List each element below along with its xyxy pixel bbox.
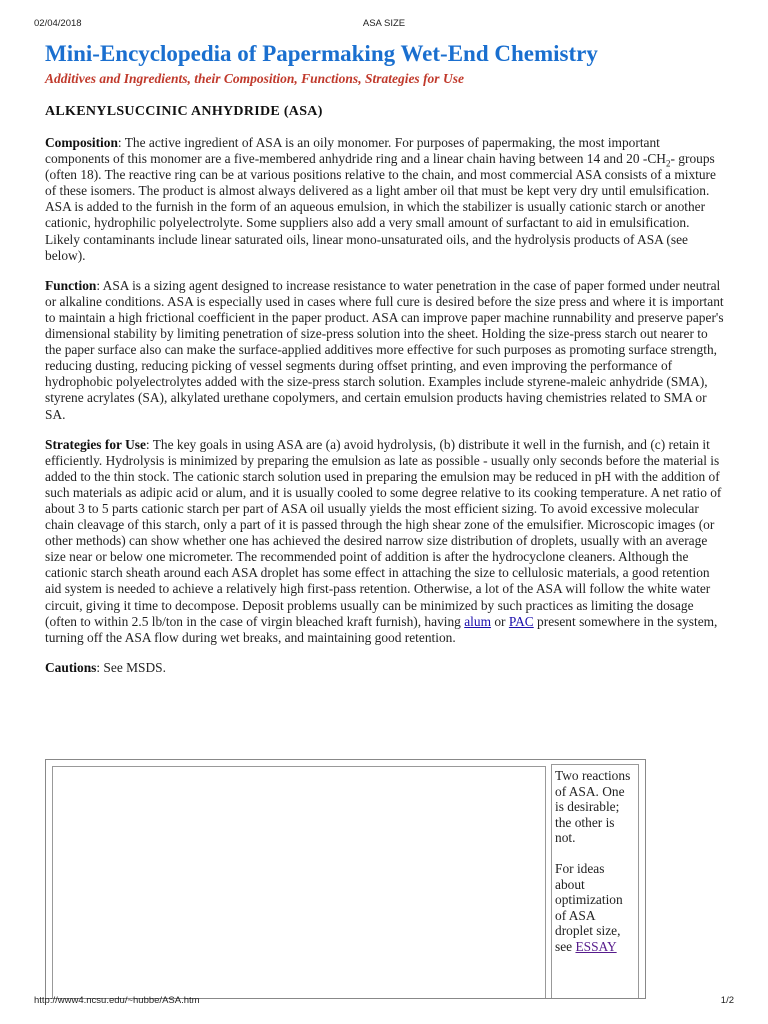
print-date: 02/04/2018 xyxy=(34,18,82,29)
composition-subscript: 2 xyxy=(665,158,671,169)
print-header xyxy=(34,18,734,30)
sidebar-note-text-1: Two reactions of ASA. One is desirable; the other is not. xyxy=(555,768,631,846)
function-paragraph xyxy=(45,278,725,423)
print-title: ASA SIZE xyxy=(362,18,406,29)
strategies-paragraph xyxy=(45,437,725,646)
composition-text-a: : The active ingredient of ASA is an oily monomer. For purposes of papermaking, the most important components of this monomer are a five-membered anhydride ring and a linear chain having between 14 and 20 -CH xyxy=(45,135,666,167)
cautions-paragraph xyxy=(45,660,725,676)
article-heading: ALKENYLSUCCINIC ANHYDRIDE (ASA) xyxy=(45,104,323,119)
composition-paragraph xyxy=(45,135,725,264)
strategies-text-or: or xyxy=(491,613,509,629)
site-subtitle: Additives and Ingredients, their Composition, Functions, Strategies for Use xyxy=(45,71,464,86)
pac-link[interactable]: PAC xyxy=(508,613,534,629)
strategies-text-a: : The key goals in using ASA are (a) avoid hydrolysis, (b) distribute it well in the furnish, and (c) retain it efficiently. Hydrolysis is minimized by preparing the emulsion as late as possible - usually only seconds before the material is added to the thin stock. The cationic starch solution used in preparing the emulsion may be reduced in pH with the addition of such materials as adipic acid or alum, and it is usually cooled to some degree relative to its cooking temperature. A net ratio of about 3 to 5 parts cationic starch per part of ASA oil usually yields the most efficient sizing. To avoid excessive molecular chain cleavage of this starch, only a part of it is passed through the high shear zone of the emulsifier. Microscopic images (or other methods) can show whether one has achieved the desired narrow size distribution of droplets, usually with an average size near or below one micrometer. The recommended point of addition is after the hydrocyclone cleaners. Although the cationic starch sheath around each ASA droplet has some effect in attaching the size to cellulosic materials, a good retention aid system is needed to achieve a relatively high first-pass retention. Otherwise, a lot of the ASA will follow the white water circuit, giving it time to decompose. Deposit problems usually can be minimized by such practices as limiting the dosage (often to within 2.5 lb/ton in the case of virgin bleached kraft furnish), having xyxy=(45,436,722,629)
sidebar-note xyxy=(555,768,635,970)
function-text: : ASA is a sizing agent designed to increase resistance to water penetration in the case of paper formed under neutral or alkaline conditions. ASA is especially used in cases where full cure is desired before the size press and where it is important to maintain a high frictional coefficient in the paper product. ASA can improve paper machine runnability and preserve paper's dimensional stability by limiting penetration of size-press solution into the sheet. Holding the size-press starch out nearer to the paper surface also can make the surface-applied additives more effective for such purposes as promoting surface strength, reducing dusting, reducing picking of vessel segments during offset printing, and even improving the performance of hydrophobic polyelectrolytes added with the size-press starch solution. Examples include styrene-maleic anhydride (SMA), styrene acrylates (SA), alkylated urethane copolymers, and certain emulsion products having chemistries related to SMA or SA. xyxy=(45,277,724,422)
sidebar-note-cell xyxy=(551,764,639,999)
strategies-text-b: present somewhere in the system, turning off the ASA flow during wet breaks, and maintaining good retention. xyxy=(45,613,718,645)
composition-text-b: - groups (often 18). The reactive ring can be at various positions relative to the chain, and most commercial ASA consists of a mixture of these isomers. The product is almost always delivered as a light amber oil that must be kept very dry until emulsification. ASA is added to the furnish in the form of an aqueous emulsion, in which the stabilizer is usually cationic starch or another cationic, hydrophilic polyelectrolyte. Some suppliers also add a very small amount of surfactant to aid in emulsification. Likely contaminants include linear saturated oils, linear mono-unsaturated oils, and the hydrolysis products of ASA (see below). xyxy=(45,151,716,263)
print-footer xyxy=(34,995,734,1007)
print-url: http://www4.ncsu.edu/~hubbe/ASA.htm xyxy=(34,995,200,1006)
strategies-label: Strategies for Use xyxy=(45,436,146,452)
essay-link[interactable]: ESSAY xyxy=(575,938,617,954)
cautions-label: Cautions xyxy=(45,659,97,675)
alum-link[interactable]: alum xyxy=(464,613,492,629)
composition-label: Composition xyxy=(45,135,118,150)
article-content xyxy=(45,40,725,676)
print-page: 1/2 xyxy=(720,995,734,1006)
sidebar-note-text-2: For ideas about optimization of ASA droplet size, see xyxy=(555,860,623,954)
sidebar-note-text-2-wrap xyxy=(555,861,635,955)
reaction-figure-table xyxy=(45,759,646,999)
function-label: Function xyxy=(45,277,97,293)
reaction-figure-frame xyxy=(52,766,546,999)
cautions-text: : See MSDS. xyxy=(96,659,166,675)
site-title: Mini-Encyclopedia of Papermaking Wet-End Chemistry xyxy=(45,41,598,66)
